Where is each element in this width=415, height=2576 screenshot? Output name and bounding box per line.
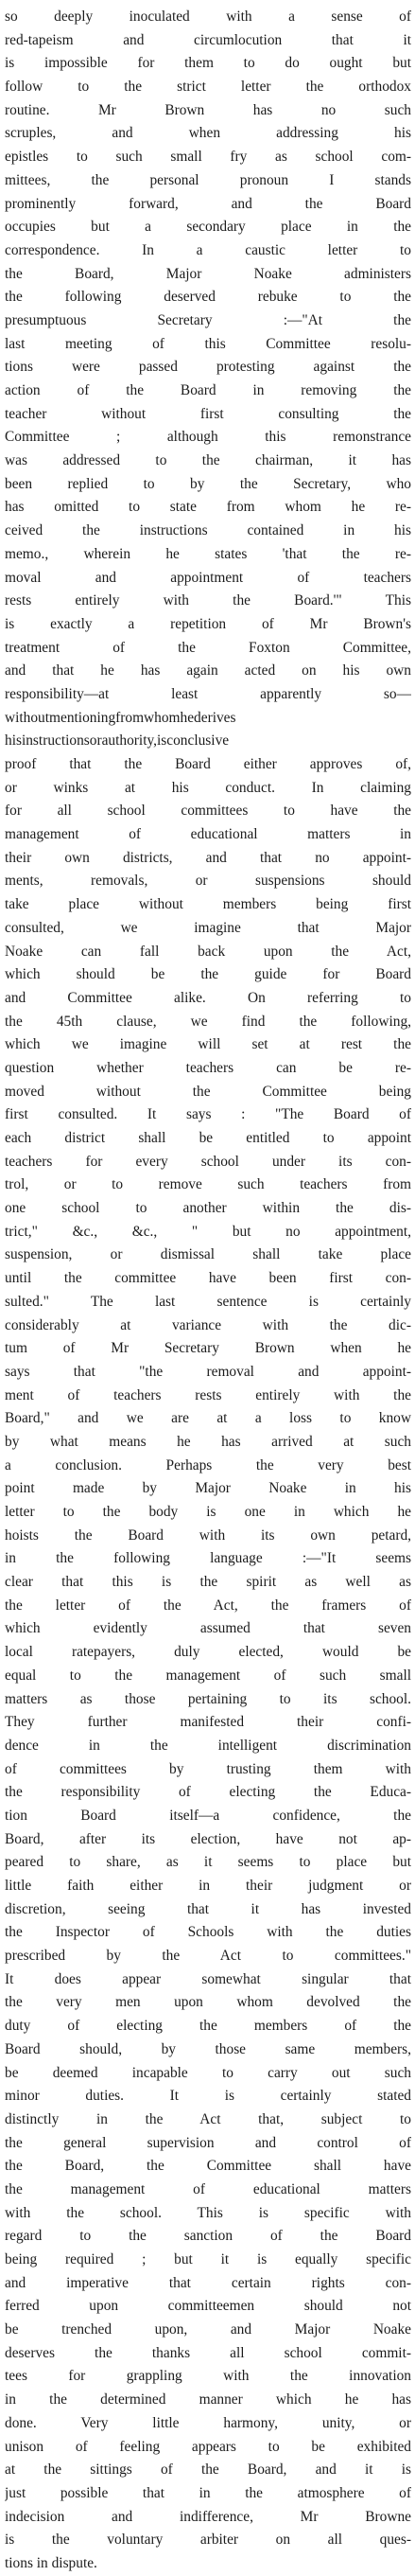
text-line: been replied to by the Secretary, who [5, 475, 411, 492]
text-line: management of educational matters in [5, 826, 411, 843]
text-line: the general supervision and control of [5, 2134, 411, 2151]
text-line: moval and appointment of teachers [5, 569, 411, 586]
text-line: It does appear somewhat singular that [5, 1970, 411, 1987]
text-line: red-tapeism and circumlocution that it [5, 31, 411, 48]
text-line: is the voluntary arbiter on all ques- [5, 2532, 411, 2549]
text-line: just possible that in the atmosphere of [5, 2484, 411, 2501]
text-line: the Board, the Committee shall have [5, 2158, 411, 2175]
text-line: action of the Board in removing the [5, 382, 411, 398]
text-line: the Board, Major Noake administers [5, 265, 411, 282]
text-line: says that "the removal and appoint- [5, 1363, 411, 1380]
text-line: take place without members being first [5, 896, 411, 913]
text-line: memo., wherein he states 'that the re- [5, 545, 411, 562]
text-line: the 45th clause, we find the following, [5, 1013, 411, 1030]
text-line: duty of electing the members of the [5, 2018, 411, 2035]
text-line: responsibility—at least apparently so— [5, 685, 411, 702]
text-line: letter to the body is one in which he [5, 1504, 411, 1520]
text-line: for all school committees to have the [5, 803, 411, 820]
text-line: scruples, and when addressing his [5, 125, 411, 142]
text-line: minor duties. It is certainly stated [5, 2088, 411, 2105]
text-line: matters as those pertaining to its school. [5, 1690, 411, 1707]
text-line: considerably at variance with the dic- [5, 1316, 411, 1333]
text-line: and Committee alike. On referring to [5, 989, 411, 1006]
text-line: Board," and we are at a loss to know [5, 1410, 411, 1427]
text-line: in the following language :—"It seems [5, 1550, 411, 1567]
text-line: indecision and indifference, Mr Browne [5, 2508, 411, 2525]
text-line: hoists the Board with its own petard, [5, 1526, 411, 1544]
text-line: each district shall be entitled to appoint [5, 1130, 411, 1146]
text-line: little faith either in their judgment or [5, 1878, 411, 1894]
text-line: be trenched upon, and Major Noake [5, 2321, 411, 2338]
text-line: by what means he has arrived at such [5, 1433, 411, 1450]
text-line: tees for grappling with the innovation [5, 2368, 411, 2385]
text-line: until the committee have been first con- [5, 1270, 411, 1287]
text-line: the very men upon whom devolved the [5, 1994, 411, 2011]
text-line: question whether teachers can be re- [5, 1059, 411, 1076]
text-line: teachers for every school under its con- [5, 1153, 411, 1170]
text-line: regard to the sanction of the Board [5, 2228, 411, 2245]
text-line: proof that the Board either approves of, [5, 756, 411, 772]
text-line: of committees by trusting them with [5, 1760, 411, 1777]
text-line: and imperative that certain rights con- [5, 2274, 411, 2291]
text-line: done. Very little harmony, unity, or [5, 2414, 411, 2431]
text-line: Noake can fall back upon the Act, [5, 943, 411, 960]
text-line: tions were passed protesting against the [5, 359, 411, 376]
text-line: routine. Mr Brown has no such [5, 101, 411, 118]
text-line: peared to share, as it seems to place but [5, 1854, 411, 1871]
text-line: Committee ; although this remonstrance [5, 429, 411, 446]
text-line: is exactly a repetition of Mr Brown's [5, 615, 411, 632]
text-line: in the determined manner which he has [5, 2391, 411, 2408]
text-line: tion Board itself—a confidence, the [5, 1807, 411, 1824]
text-line: deserves the thanks all school commit- [5, 2344, 411, 2361]
text-line: consulted, we imagine that Major [5, 919, 411, 936]
text-line: tum of Mr Secretary Brown when he [5, 1340, 411, 1357]
text-line: local ratepayers, duly elected, would be [5, 1644, 411, 1661]
text-line: prescribed by the Act to committees." [5, 1948, 411, 1965]
text-line: prominently forward, and the Board [5, 195, 411, 212]
text-line: has omitted to state from whom he re- [5, 499, 411, 516]
text-line: is impossible for them to do ought but [5, 55, 411, 72]
text-line: be deemed incapable to carry out such [5, 2064, 411, 2081]
text-line: which evidently assumed that seven [5, 1620, 411, 1637]
text-line: a conclusion. Perhaps the very best [5, 1456, 411, 1473]
text-line: distinctly in the Act that, subject to [5, 2110, 411, 2127]
text-line: occupies but a secondary place in the [5, 219, 411, 236]
text-line: treatment of the Foxton Committee, [5, 639, 411, 656]
text-line: with the school. This is specific with [5, 2204, 411, 2221]
text-line: the management of educational matters [5, 2180, 411, 2197]
text-line: ceived the instructions contained in his [5, 522, 411, 539]
text-line: ments, removals, or suspensions should [5, 873, 411, 890]
text-line: sulted." The last sentence is certainly [5, 1293, 411, 1310]
text-line: the letter of the Act, the framers of [5, 1597, 411, 1614]
text-line: and that he has again acted on his own [5, 662, 411, 679]
text-line: follow to the strict letter the orthodox [5, 79, 411, 96]
text-line: so deeply inoculated with a sense of [5, 9, 411, 25]
text-line: their own districts, and that no appoint- [5, 849, 411, 866]
text-line: mittees, the personal pronoun I stands [5, 171, 411, 188]
text-line: at the sittings of the Board, and it is [5, 2461, 411, 2479]
text-line: withoutmentioningfromwhomhederives [5, 709, 236, 726]
text-line: teacher without first consulting the [5, 405, 411, 422]
text-line: trict," &c., &c., " but no appointment, [5, 1223, 411, 1240]
text-line: the following deserved rebuke to the [5, 289, 411, 306]
text-line: hisinstructionsorauthority,isconclusive [5, 732, 230, 750]
text-line: epistles to such small fry as school com- [5, 149, 411, 166]
text-line: was addressed to the chairman, it has [5, 452, 411, 469]
text-line: presumptuous Secretary :—"At the [5, 311, 411, 328]
text-line: suspension, or dismissal shall take place [5, 1246, 411, 1263]
text-line: which should be the guide for Board [5, 966, 411, 983]
text-line: correspondence. In a caustic letter to [5, 241, 411, 258]
text-line: They further manifested their confi- [5, 1714, 411, 1731]
text-line: Board, after its election, have not ap- [5, 1830, 411, 1847]
text-line: or winks at his conduct. In claiming [5, 779, 411, 796]
text-line: ferred upon committeemen should not [5, 2298, 411, 2315]
text-line: Board should, by those same members, [5, 2040, 411, 2057]
text-line: last meeting of this Committee resolu- [5, 335, 411, 352]
text-line: equal to the management of such small [5, 1667, 411, 1684]
text-line: the responsibility of electing the Educa- [5, 1784, 411, 1801]
text-line: rests entirely with the Board.'" This [5, 592, 411, 609]
text-line: discretion, seeing that it has invested [5, 1900, 411, 1917]
text-line: unison of feeling appears to be exhibited [5, 2438, 411, 2455]
text-line: moved without the Committee being [5, 1083, 411, 1100]
article-column [5, 6, 411, 2576]
text-line: one school to another within the dis- [5, 1200, 411, 1217]
text-line: point made by Major Noake in his [5, 1480, 411, 1497]
text-line: tions in dispute. [5, 2554, 97, 2571]
text-line: dence in the intelligent discrimination [5, 1737, 411, 1754]
text-line: clear that this is the spirit as well as [5, 1574, 411, 1591]
text-line: the Inspector of Schools with the duties [5, 1924, 411, 1941]
text-line: being required ; but it is equally specific [5, 2251, 411, 2267]
text-line: ment of teachers rests entirely with the [5, 1386, 411, 1403]
text-line: which we imagine will set at rest the [5, 1036, 411, 1053]
text-line: first consulted. It says : "The Board of [5, 1106, 411, 1123]
text-line: trol, or to remove such teachers from [5, 1176, 411, 1193]
